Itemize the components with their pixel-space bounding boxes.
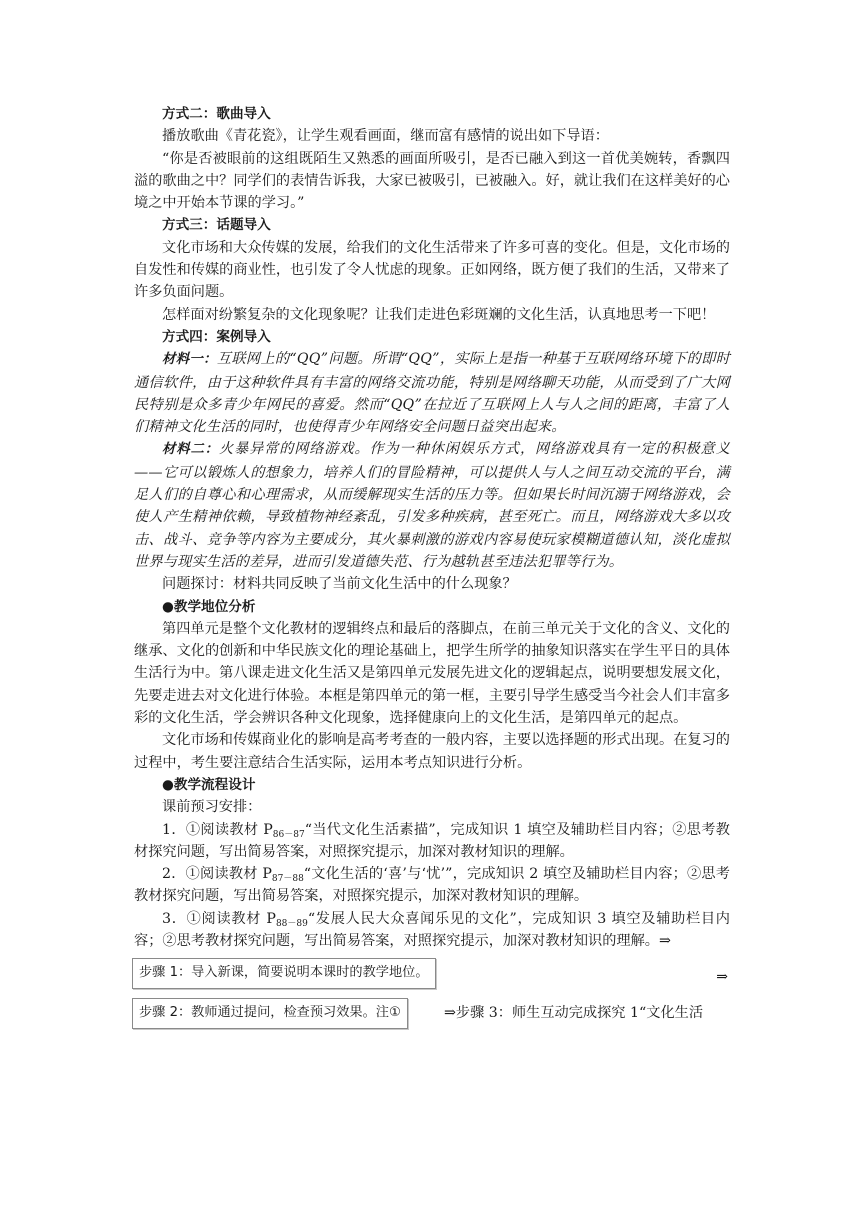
preview-item-1 <box>134 819 730 864</box>
item-text: “发展人民大众喜闻乐见的文化”，完成知识 3 填空及辅助栏目内容；②思考教材探究问题，写出简易答案，对照探究提示，加深对教材知识的理解。⇒ <box>134 910 730 949</box>
preview-item-2 <box>134 863 730 908</box>
page-range: 88－89 <box>275 918 308 929</box>
page-range: 86－87 <box>272 829 305 840</box>
paragraph: 播放歌曲《青花瓷》，让学生观看画面，继而富有感情的说出如下导语： <box>162 128 609 145</box>
material-two-text: 火暴异常的网络游戏。作为一种休闲娱乐方式，网络游戏具有一定的积极意义——它可以锻炼人的想象力，培养人们的冒险精神，可以提供人与人之间互动交流的平台，满足人们的自尊心和心理需求，从而缓解现实生活的压力等。但如果长时间沉溺于网络游戏，会使人产生精神依赖，导致植物神经紊乱，引发多种疾病，甚至死亡。而且，网络游戏大多以攻击、战斗、竞争等内容为主要成分，其火暴刺激的游戏内容易使玩家模糊道德认知，淡化虚拟世界与现实生活的差异，进而引发道德失范、行为越轨甚至违法犯罪等行为。 <box>134 441 730 570</box>
item-text: 3．①阅读教材 P <box>162 910 276 927</box>
paragraph: 文化市场和大众传媒的发展，给我们的文化生活带来了许多可喜的变化。但是，文化市场的自发性和传媒的商业性，也引发了令人忧虑的现象。正如网络，既方便了我们的生活，又带来了许多负面问题。 <box>134 239 730 301</box>
heading-teaching-flow: ●教学流程设计 <box>162 776 256 793</box>
heading-teaching-status: ●教学地位分析 <box>162 598 256 615</box>
paragraph: 文化市场和传媒商业化的影响是高考考查的一般内容，主要以选择题的形式出现。在复习的过程中，考生要注意结合生活实际，运用本考点知识进行分析。 <box>134 732 730 771</box>
document-body <box>134 103 730 1030</box>
preview-item-3 <box>134 908 730 953</box>
material-two <box>134 438 730 573</box>
section-heading-case: 方式四：案例导入 <box>162 328 271 345</box>
arrow-icon: ⇒ <box>716 969 728 986</box>
material-one <box>134 348 730 438</box>
item-text: 2．①阅读教材 P <box>162 866 272 883</box>
section-heading-topic: 方式三：话题导入 <box>162 217 271 234</box>
item-text: 1．①阅读教材 P <box>162 821 273 838</box>
preview-label: 课前预习安排： <box>162 799 262 816</box>
page-range: 87－88 <box>271 874 304 885</box>
item-text: “当代文化生活素描”，完成知识 1 填空及辅助栏目内容；②思考教材探究问题，写出简易答案，对照探究提示，加深对教材知识的理解。 <box>134 821 730 860</box>
flow-row-1 <box>134 956 730 988</box>
step-2-box: 步骤 2：教师通过提问，检查预习效果。注① <box>132 998 408 1028</box>
question: 问题探讨：材料共同反映了当前文化生活中的什么现象？ <box>162 576 517 593</box>
item-text: “文化生活的‘喜’与‘忧’”，完成知识 2 填空及辅助栏目内容；②思考教材探究问题，写出简易答案，对照探究提示，加深对教材知识的理解。 <box>134 866 730 905</box>
material-two-label: 材料二： <box>162 442 220 458</box>
step-3-text: ⇒步骤 3：师生互动完成探究 1“文化生活 <box>444 1005 704 1022</box>
paragraph: “你是否被眼前的这组既陌生又熟悉的画面所吸引，是否已融入到这一首优美婉转，香飘四溢的歌曲之中？同学们的表情告诉我，大家已被吸引，已被融入。好，就让我们在这样美好的心境之中开始本节课的学习。” <box>134 150 730 212</box>
paragraph: 第四单元是整个文化教材的逻辑终点和最后的落脚点，在前三单元关于文化的含义、文化的继承、文化的创新和中华民族文化的理论基础上，把学生所学的抽象知识落实在学生平日的具体生活行为中。第八课走进文化生活又是第四单元发展先进文化的逻辑起点，说明要想发展文化，先要走进去对文化进行体验。本框是第四单元的第一框，主要引导学生感受当今社会人们丰富多彩的文化生活，学会辨识各种文化现象，选择健康向上的文化生活，是第四单元的起点。 <box>134 620 730 727</box>
section-heading-song: 方式二：歌曲导入 <box>162 106 271 122</box>
material-one-label: 材料一： <box>162 352 217 368</box>
paragraph: 怎样面对纷繁复杂的文化现象呢？让我们走进色彩斑斓的文化生活，认真地思考一下吧！ <box>162 306 716 323</box>
material-one-text: 互联网上的“QQ”问题。所谓“QQ”，实际上是指一种基于互联网络环境下的即时通信软件，由于这种软件具有丰富的网络交流功能，特别是网络聊天功能，从而受到了广大网民特别是众多青少年网民的喜爱。然而“QQ”在拉近了互联网上人与人之间的距离，丰富了人们精神文化生活的同时，也使得青少年网络安全问题日益突出起来。 <box>134 351 730 436</box>
flow-row-2 <box>134 998 730 1030</box>
step-1-box: 步骤 1：导入新课，简要说明本课时的教学地位。 <box>132 958 436 988</box>
